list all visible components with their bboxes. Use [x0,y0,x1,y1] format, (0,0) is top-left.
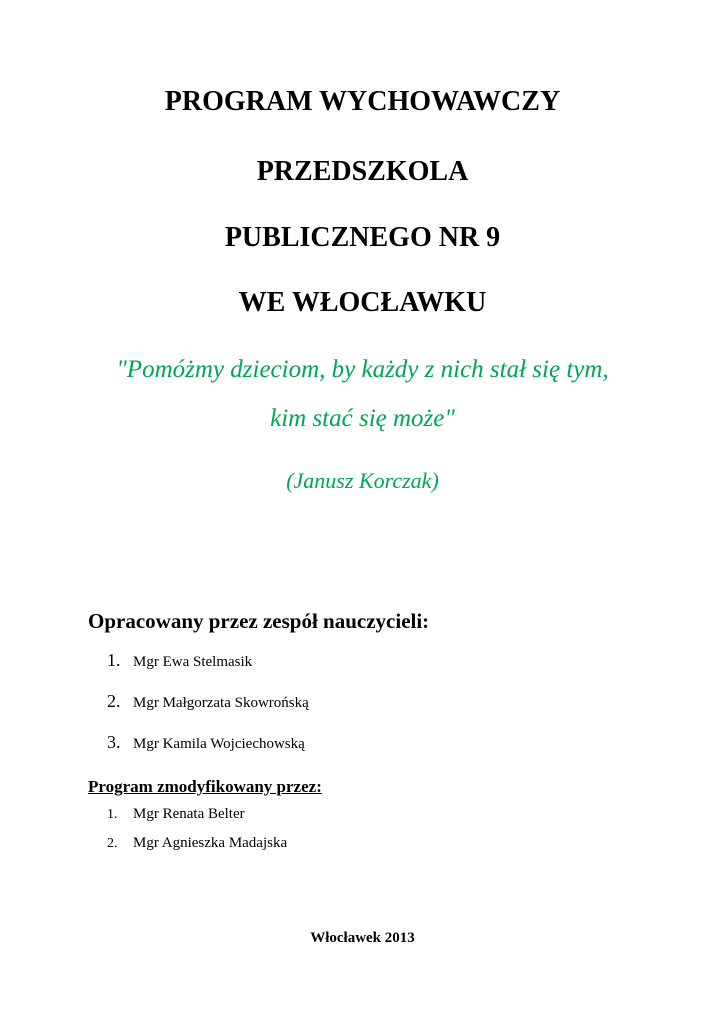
list-number: 1. [107,807,118,822]
authors-list-item [107,650,252,671]
list-number: 3. [107,732,121,752]
modified-heading: Program zmodyfikowany przez: [88,777,322,796]
list-text: Mgr Agnieszka Madajska [133,835,288,851]
authors-list-item [107,691,309,712]
title-line-3: PUBLICZNEGO NR 9 [224,222,501,253]
modified-list-item [107,834,287,852]
authors-heading: Opracowany przez zespół nauczycieli: [88,609,430,633]
list-text: Mgr Ewa Stelmasik [133,654,253,670]
list-text: Mgr Renata Belter [133,806,245,822]
modified-list-item [107,805,245,823]
authors-list-item [107,732,305,753]
title-line-1: PROGRAM WYCHOWAWCZY [164,86,561,117]
quote-author: (Janusz Korczak) [286,468,439,493]
list-text: Mgr Małgorzata Skowrońską [133,695,309,711]
title-line-2: PRZEDSZKOLA [256,156,469,187]
list-number: 2. [107,836,118,851]
quote-line-1: "Pomóżmy dzieciom, by każdy z nich stał się tym, [116,356,609,383]
list-text: Mgr Kamila Wojciechowską [133,736,305,752]
title-line-4: WE WŁOCŁAWKU [238,287,487,318]
quote-line-2: kim stać się może" [270,405,455,432]
footer-place-year: Włocławek 2013 [310,930,415,946]
list-number: 2. [107,691,121,711]
list-number: 1. [107,650,121,670]
